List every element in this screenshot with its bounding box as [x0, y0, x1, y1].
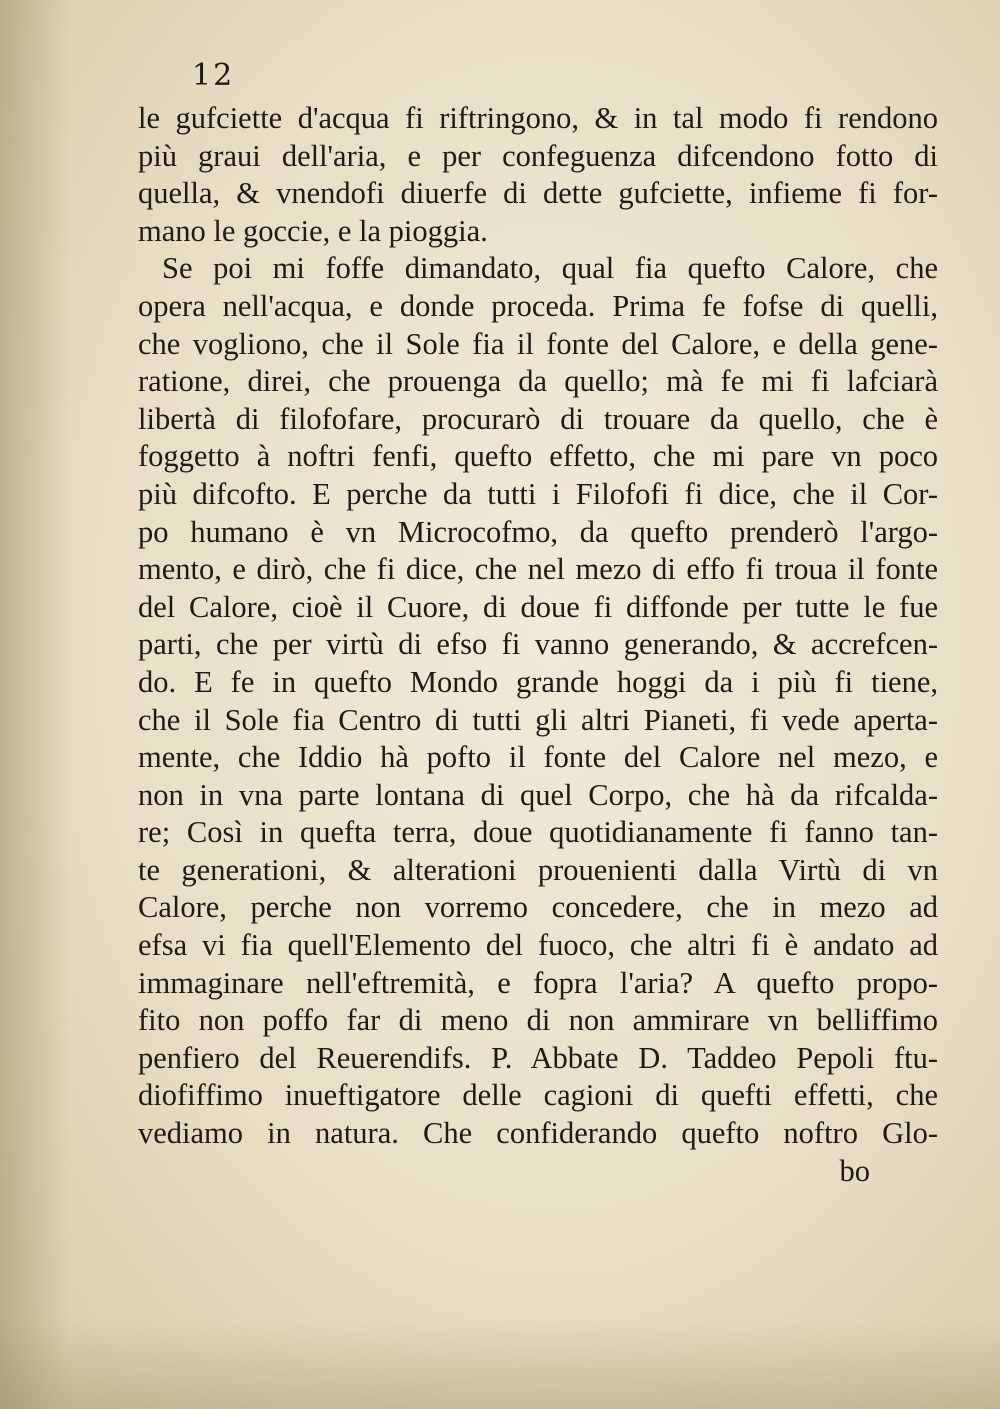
text-line: Se poi mi foffe dimandato, qual fia quefto Calore, che: [162, 251, 938, 286]
text-line: le gufciette d'acqua fi riftringono, & in tal modo fi rendono: [138, 101, 938, 135]
page-number: 12: [192, 58, 235, 93]
text-line: foggetto à noftri fenfi, quefto effetto, che mi pare vn poco: [138, 439, 938, 474]
page-shadow-left: [0, 0, 70, 1409]
text-line: mento, e dirò, che fi dice, che nel mezo di effo fi troua il fonte: [138, 552, 938, 587]
text-line: efsa vi fia quell'Elemento del fuoco, che altri fi è andato ad: [138, 928, 938, 963]
text-line: del Calore, cioè il Cuore, di doue fi diffonde per tutte le fue: [138, 589, 938, 624]
body-text: [138, 100, 938, 1190]
text-line: te generationi, & alterationi prouenienti dalla Virtù di vn: [138, 852, 938, 887]
text-line: più difcofto. E perche da tutti i Filofofi fi dice, che il Cor-: [138, 476, 938, 511]
text-line: parti, che per virtù di efso fi vanno generando, & accrefcen-: [138, 627, 938, 662]
text-line: più graui dell'aria, e per confeguenza difcendono fotto di: [138, 138, 938, 173]
text-line: non in vna parte lontana di quel Corpo, che hà da rifcalda-: [138, 777, 938, 812]
text-line: fito non poffo far di meno di non ammirare vn belliffimo: [138, 1003, 938, 1038]
page-shadow-bottom: [0, 1319, 1000, 1409]
text-line: che il Sole fia Centro di tutti gli altri Pianeti, fi vede aperta-: [138, 702, 938, 737]
text-line: re; Così in quefta terra, doue quotidianamente fi fanno tan-: [138, 815, 938, 850]
catchword: bo: [839, 1153, 870, 1188]
text-line: po humano è vn Microcofmo, da quefto prenderò l'argo-: [138, 514, 938, 549]
text-line: ratione, direi, che prouenga da quello; mà fe mi fi lafciarà: [138, 364, 938, 399]
text-line: Calore, perche non vorremo concedere, che in mezo ad: [138, 890, 938, 925]
text-line: diofiffimo inueftigatore delle cagioni di quefti effetti, che: [138, 1078, 938, 1113]
text-line: mente, che Iddio hà pofto il fonte del Calore nel mezo, e: [138, 740, 938, 775]
text-line: opera nell'acqua, e donde proceda. Prima fe fofse di quelli,: [138, 288, 938, 323]
text-line: penfiero del Reuerendifs. P. Abbate D. Taddeo Pepoli ftu-: [138, 1040, 938, 1075]
text-line: do. E fe in quefto Mondo grande hoggi da i più fi tiene,: [138, 664, 938, 699]
text-line: che vogliono, che il Sole fia il fonte del Calore, e della gene-: [138, 326, 938, 361]
text-line: libertà di filofofare, procurarò di trouare da quello, che è: [138, 401, 938, 436]
text-line: immaginare nell'eftremità, e fopra l'aria? A quefto propo-: [138, 965, 938, 1000]
text-line: mano le goccie, e la pioggia.: [138, 213, 488, 248]
text-line: vediamo in natura. Che confiderando quefto noftro Glo-: [138, 1116, 938, 1151]
text-line: quella, & vnendofi diuerfe di dette gufciette, infieme fi for-: [138, 176, 938, 211]
